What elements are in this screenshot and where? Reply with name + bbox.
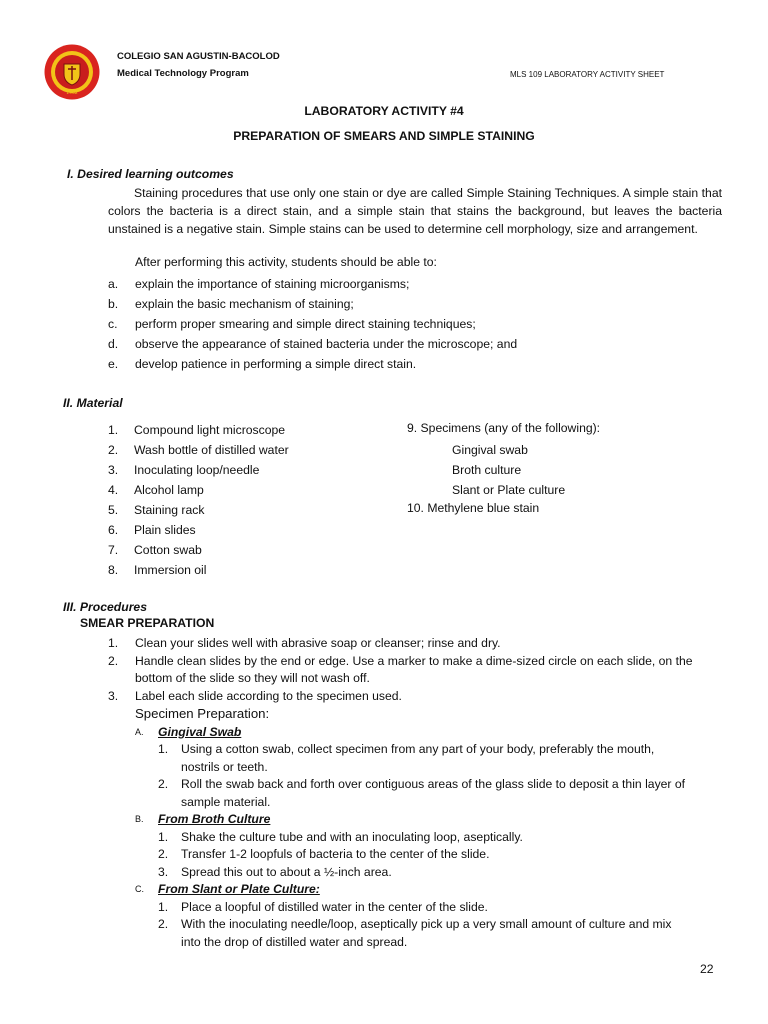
outcome-item: observe the appearance of stained bacteria under the microscope; and <box>135 337 518 351</box>
material-item: Inoculating loop/needle <box>134 463 260 477</box>
materials-item-10: 10. Methylene blue stain <box>407 501 540 515</box>
section1-intro: Staining procedures that use only one stain or dye are called Simple Staining Techniques. A simple stain that colors the bacteria is a direct stain, and a simple stain that stains the background, but leaves the bacteria unstained is a negative stain. Simple stains can be used to determine cell morphology, size and arrangement. <box>108 186 722 236</box>
subsection-title: Gingival Swab <box>158 724 242 739</box>
subsection-letter: A. <box>135 726 144 737</box>
material-number: 6. <box>108 523 119 537</box>
subsection-item-number: 2. <box>158 777 169 791</box>
procedure-step-number: 3. <box>108 688 119 703</box>
outcome-item: perform proper smearing and simple direct staining techniques; <box>135 317 476 331</box>
material-item: Wash bottle of distilled water <box>134 443 289 457</box>
smear-preparation-heading: SMEAR PREPARATION <box>80 616 215 630</box>
subsection-item-text: Using a cotton swab, collect specimen from any part of your body, preferably the mouth, <box>181 742 655 756</box>
subsection-letter: C. <box>135 884 144 894</box>
specimen-item: Broth culture <box>452 463 522 477</box>
school-name: COLEGIO SAN AGUSTIN-BACOLOD <box>117 51 280 62</box>
material-item: Plain slides <box>134 523 196 537</box>
procedure-step-number: 1. <box>108 636 119 650</box>
subsection-item-text: Shake the culture tube and with an inoculating loop, aseptically. <box>181 829 523 844</box>
material-number: 8. <box>108 563 119 577</box>
procedure-step-text: bottom of the slide so they will not wash off. <box>135 671 370 685</box>
material-number: 1. <box>108 423 119 437</box>
specimen-preparation-label: Specimen Preparation: <box>135 705 270 721</box>
subsection-item-text: into the drop of distilled water and spread. <box>181 934 408 949</box>
subsection-item-number: 2. <box>158 847 169 861</box>
subsection-item-text: Roll the swab back and forth over contiguous areas of the glass slide to deposit a thin layer of <box>181 777 686 791</box>
subsection-item-text: sample material. <box>181 794 271 809</box>
material-item: Alcohol lamp <box>134 483 204 497</box>
seal-year: 1962 <box>66 91 78 96</box>
page-number: 22 <box>700 962 714 976</box>
subsection-item-number: 1. <box>158 829 169 844</box>
procedure-step-text: Label each slide according to the specimen used. <box>135 688 402 703</box>
subsection-item-text: Spread this out to about a ½-inch area. <box>181 864 392 879</box>
program-name: Medical Technology Program <box>117 68 249 79</box>
material-item: Compound light microscope <box>134 423 286 437</box>
subsection-title: From Broth Culture <box>158 812 271 826</box>
outcome-marker: b. <box>108 297 119 311</box>
outcome-item: develop patience in performing a simple direct stain. <box>135 357 417 371</box>
section2-heading: II. Material <box>63 396 123 410</box>
material-item: Staining rack <box>134 503 205 517</box>
specimen-item: Slant or Plate culture <box>452 483 566 497</box>
material-number: 4. <box>108 483 119 497</box>
subsection-item-text: Place a loopful of distilled water in the center of the slide. <box>181 899 488 914</box>
activity-title: LABORATORY ACTIVITY #4 <box>304 104 464 118</box>
material-item: Immersion oil <box>134 563 207 577</box>
subsection-item-number: 2. <box>158 917 169 931</box>
outcome-marker: c. <box>108 317 118 331</box>
section1-lead: After performing this activity, students should be able to: <box>135 255 437 269</box>
activity-subtitle: PREPARATION OF SMEARS AND SIMPLE STAINING <box>233 129 535 143</box>
materials-item-9: 9. Specimens (any of the following): <box>407 421 601 435</box>
material-item: Cotton swab <box>134 543 202 557</box>
material-number: 7. <box>108 543 119 557</box>
outcome-marker: d. <box>108 337 119 351</box>
material-number: 3. <box>108 463 119 477</box>
specimen-item: Gingival swab <box>452 443 528 457</box>
subsection-title: From Slant or Plate Culture: <box>158 882 320 896</box>
outcome-marker: e. <box>108 357 119 371</box>
subsection-item-number: 1. <box>158 742 169 756</box>
subsection-item-number: 1. <box>158 899 169 914</box>
subsection-item-number: 3. <box>158 864 169 879</box>
section3-heading: III. Procedures <box>63 600 147 614</box>
subsection-item-text: With the inoculating needle/loop, aseptically pick up a very small amount of culture and mix <box>181 917 672 931</box>
material-number: 5. <box>108 503 119 517</box>
sheet-label: MLS 109 LABORATORY ACTIVITY SHEET <box>510 70 665 79</box>
outcome-item: explain the importance of staining microorganisms; <box>135 277 410 291</box>
outcome-item: explain the basic mechanism of staining; <box>135 297 354 311</box>
procedure-step-text: Clean your slides well with abrasive soap or cleanser; rinse and dry. <box>135 636 501 650</box>
subsection-item-text: Transfer 1-2 loopfuls of bacteria to the center of the slide. <box>181 847 490 861</box>
procedure-step-number: 2. <box>108 653 119 668</box>
procedure-step-text: Handle clean slides by the end or edge. Use a marker to make a dime-sized circle on each slide, on the <box>135 653 693 668</box>
school-seal-icon <box>44 44 100 100</box>
outcome-marker: a. <box>108 277 119 291</box>
section1-heading: I. Desired learning outcomes <box>67 167 234 181</box>
subsection-letter: B. <box>135 814 144 824</box>
subsection-item-text: nostrils or teeth. <box>181 759 268 774</box>
material-number: 2. <box>108 443 119 457</box>
